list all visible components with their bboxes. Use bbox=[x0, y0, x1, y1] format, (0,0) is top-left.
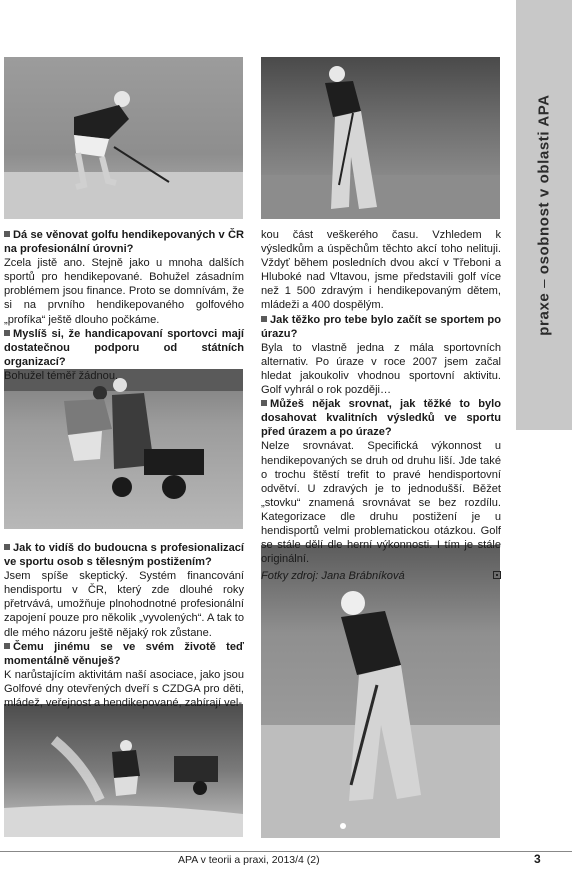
question: Myslíš si, že handicapovaní sportovci mají dostatečnou podporu od státních organizací? bbox=[4, 327, 244, 368]
bullet-square-icon bbox=[4, 330, 10, 336]
question: Můžeš nějak srovnat, jak těžké to bylo dosahovat kvalitních výsledků ve sportu před úrazem a po úraze? bbox=[261, 398, 501, 439]
photo-golfer-putting bbox=[261, 57, 500, 219]
section-sidebar bbox=[516, 0, 572, 430]
photo-golfer-bunker bbox=[4, 704, 243, 837]
photo-golfer-green-graphic bbox=[261, 545, 500, 838]
bullet-square-icon bbox=[4, 231, 10, 237]
footer-rule bbox=[0, 851, 572, 852]
photo-golfer-bunker-graphic bbox=[4, 704, 243, 837]
photo-golfers-cart bbox=[4, 369, 243, 529]
bullet-square-icon bbox=[4, 544, 10, 550]
page-number: 3 bbox=[534, 852, 541, 866]
answer: Jsem spíše skeptický. Systém financování hendisportu v ČR, který zde dlouhé roky přetrvává, umožňuje plnohodnotné profesionální zapojení pouze pro několik „vyvolených“. A tak to dle mého názoru ještě nějaký rok zůstane. bbox=[4, 570, 244, 639]
left-column-block-2 bbox=[4, 541, 244, 710]
end-mark-icon bbox=[493, 571, 501, 579]
left-column-block-1 bbox=[4, 228, 244, 383]
question: Jak těžko pro tebe bylo začít se sportem po úrazu? bbox=[261, 313, 501, 340]
answer: kou část veškerého času. Vzhledem k výsledkům a úspěchům těchto akcí toho nelituji. Vždyť během posledních dvou akcí v Třeboni a Hluboké nad Vltavou, jsme představili golf více než 1 500 zdravým i hendikepovaným dětem, mládeži a 400 dospělým. bbox=[261, 229, 501, 312]
photo-golfer-chipping bbox=[4, 57, 243, 219]
section-label: praxe – osobnost v oblasti APA bbox=[535, 94, 553, 336]
question: Dá se věnovat golfu hendikepovaných v ČR na profesionální úrovni? bbox=[4, 229, 244, 256]
photo-golfer-chipping-graphic bbox=[4, 57, 243, 219]
photo-golfer-putting-graphic bbox=[261, 57, 500, 219]
question: Jak to vidíš do budoucna s profesionalizací ve sportu osob s tělesným postižením? bbox=[4, 542, 244, 569]
question: Čemu jinému se ve svém životě teď momentálně věnuješ? bbox=[4, 640, 244, 667]
bullet-square-icon bbox=[261, 316, 267, 322]
photo-golfer-green bbox=[261, 545, 500, 838]
answer: Nelze srovnávat. Specifická výkonnost u hendikepovaných se druh od druhu liší. Jde také o trochu štěstí trefit to pravé hendisportovní odvětví. U zdravých je to jednodušší. Běžet „stovku“ znamená srovnávat se bez rozdílu. Kategorizace dle druhu postižení je u hendisportů velmi problematickou otázkou. Golf se stále dělí dle herní výkonnosti. I tím je stále originální. bbox=[261, 440, 501, 566]
footer-publication: APA v teorii a praxi, 2013/4 (2) bbox=[178, 854, 320, 866]
bullet-square-icon bbox=[4, 643, 10, 649]
photo-golfers-cart-graphic bbox=[4, 369, 243, 529]
right-column-block bbox=[261, 228, 501, 583]
answer: Bohužel téměř žádnou. bbox=[4, 369, 119, 382]
answer: Zcela jistě ano. Stejně jako u mnoha dalších sportů pro hendikepované. Bohužel zásadním problémem jsou finance. Proto se domnívám, že si na prvního hendikepovaného golfového „profíka“ ještě dlouho počkáme. bbox=[4, 257, 244, 326]
answer: Byla to vlastně jedna z mála sportovních alternativ. Po úraze v roce 2007 jsem začal hledat jakoukoliv vhodnou sportovní aktivitu. Golf vyhrál o rok později… bbox=[261, 341, 501, 397]
answer: K narůstajícím aktivitám naší asociace, jako jsou Golfové dny otevřených dveří s CZDGA pro děti, mládež, veřejnost a hendikepované, zabírají vel- bbox=[4, 668, 244, 710]
bullet-square-icon bbox=[261, 400, 267, 406]
photo-credit: Fotky zdroj: Jana Brábníková bbox=[261, 569, 501, 583]
